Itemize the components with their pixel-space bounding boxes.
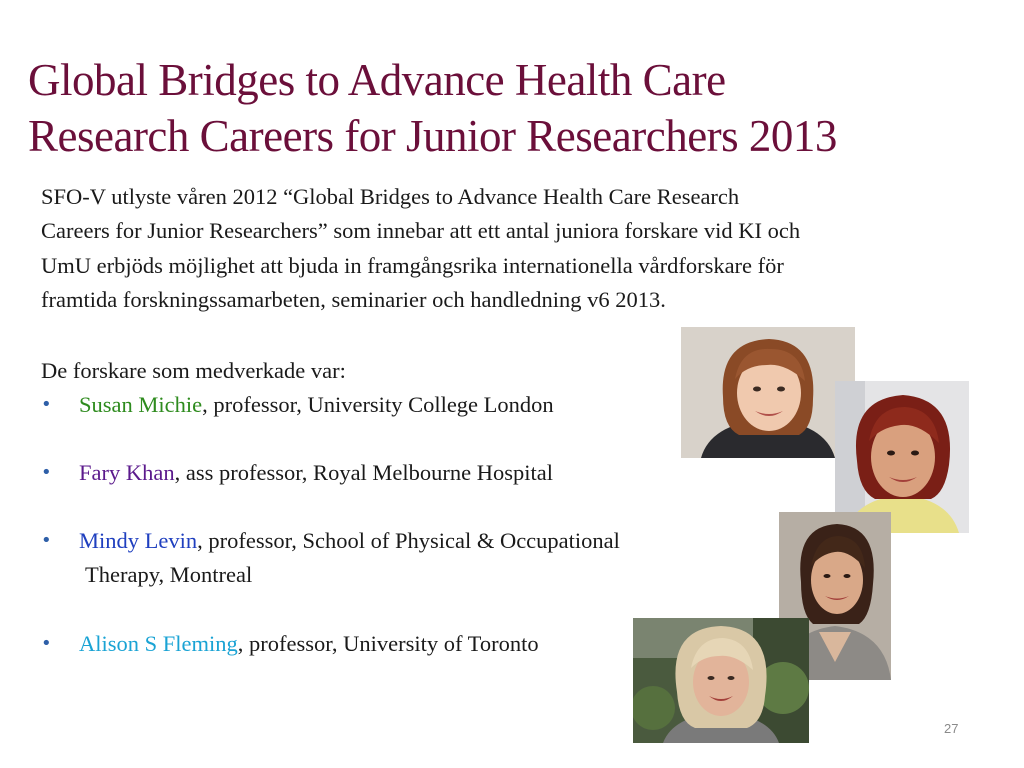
intro-line: Careers for Junior Researchers” som innebar att ett antal juniora forskare vid KI och [41,218,801,244]
bullet-text [79,456,553,490]
photo-alison-fleming [633,618,809,743]
researcher-name: Susan Michie [79,392,203,417]
researcher-name: Alison S Fleming [79,631,238,656]
researcher-detail-continued: Therapy, Montreal [85,562,253,587]
intro-line: UmU erbjöds möjlighet att bjuda in framgångsrika internationella vårdforskare för [41,252,784,278]
researcher-detail: , professor, University of Toronto [237,631,539,656]
bullet-text [79,627,539,661]
bullet-text [79,388,554,422]
title-line-1: Global Bridges to Advance Health Care [28,55,726,105]
bullet-dot: • [41,530,52,551]
bullet-dot: • [41,462,52,483]
intro-paragraph [41,180,1001,317]
researcher-name: Mindy Levin [79,528,198,553]
photo-susan-michie [681,327,855,458]
bullet-dot: • [41,394,52,415]
intro-line: framtida forskningssamarbeten, seminarier och handledning v6 2013. [41,286,666,312]
photo-fary-khan [835,381,969,533]
researcher-name: Fary Khan [79,460,175,485]
researcher-detail: , ass professor, Royal Melbourne Hospital [174,460,554,485]
bullet-text [79,524,620,558]
researcher-detail: , professor, School of Physical & Occupational [197,528,620,553]
bullet-dot: • [41,633,52,654]
researcher-detail: , professor, University College London [202,392,554,417]
researchers-lead: De forskare som medverkade var: [41,358,346,383]
page-number: 27 [944,721,959,736]
slide-title [28,52,1008,164]
title-line-2: Research Careers for Junior Researchers 2013 [28,111,837,161]
intro-line: SFO-V utlyste våren 2012 “Global Bridges to Advance Health Care Research [41,184,740,209]
